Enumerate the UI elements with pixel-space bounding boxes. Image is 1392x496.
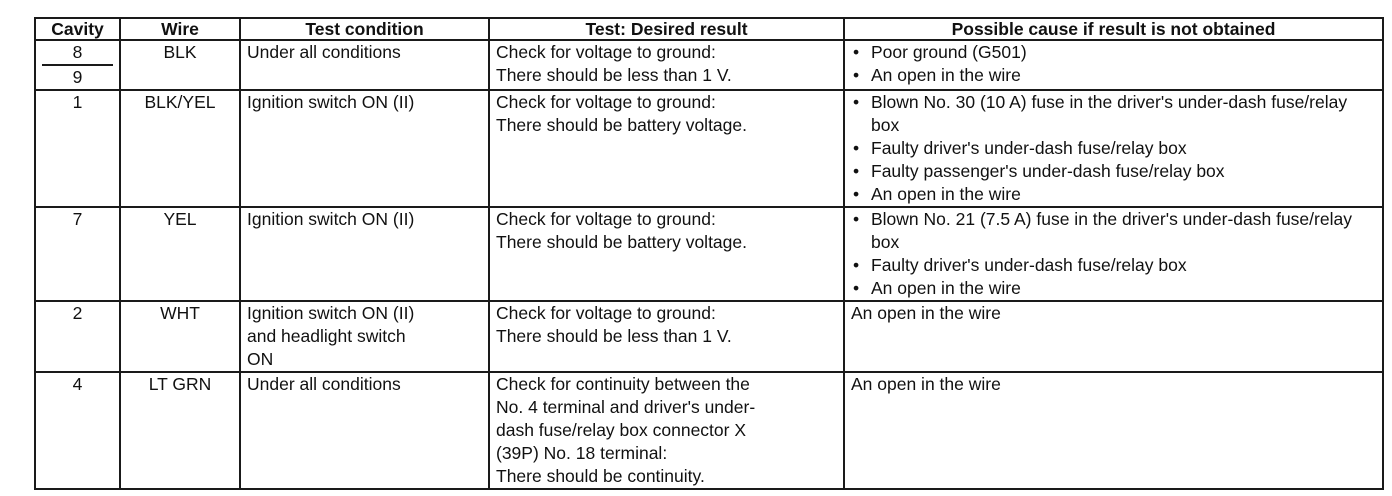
bullet-icon: • <box>853 65 860 85</box>
test-condition-cell <box>240 372 489 489</box>
desired-result-line: There should be less than 1 V. <box>496 326 732 346</box>
test-condition-line: Under all conditions <box>247 42 401 62</box>
possible-cause-cell <box>844 207 1383 301</box>
desired-result-line: No. 4 terminal and driver's under- <box>496 397 756 417</box>
cause-text: An open in the wire <box>871 65 1021 85</box>
cause-list <box>851 208 1376 300</box>
wire-color-cell: YEL <box>120 207 240 301</box>
bullet-icon: • <box>853 161 860 181</box>
header-cavity: Cavity <box>35 18 120 40</box>
test-condition-line: Ignition switch ON (II) <box>247 303 415 323</box>
possible-cause-cell <box>844 40 1383 90</box>
wire-color-cell: BLK <box>120 40 240 90</box>
test-condition-line: Ignition switch ON (II) <box>247 209 415 229</box>
desired-result-line: Check for voltage to ground: <box>496 42 716 62</box>
test-condition-cell <box>240 207 489 301</box>
table-row <box>35 40 1383 90</box>
cause-item <box>851 91 1376 137</box>
desired-result-line: (39P) No. 18 terminal: <box>496 443 668 463</box>
bullet-icon: • <box>853 42 860 62</box>
table-row <box>35 207 1383 301</box>
cavity-cell <box>35 90 120 207</box>
table-body <box>35 40 1383 489</box>
table-row <box>35 90 1383 207</box>
cause-item <box>851 137 1376 160</box>
desired-result-cell <box>489 372 844 489</box>
test-condition-line: ON <box>247 349 274 369</box>
desired-result-line: Check for voltage to ground: <box>496 92 716 112</box>
desired-result-line: Check for continuity between the <box>496 374 750 394</box>
header-desired-result: Test: Desired result <box>489 18 844 40</box>
desired-result-line: There should be less than 1 V. <box>496 65 732 85</box>
header-possible-cause: Possible cause if result is not obtained <box>844 18 1383 40</box>
cause-text: Blown No. 21 (7.5 A) fuse in the driver's under-dash fuse/relay box <box>871 209 1352 252</box>
wire-color-cell: WHT <box>120 301 240 372</box>
test-condition-line: Under all conditions <box>247 374 401 394</box>
cause-text: Faulty passenger's under-dash fuse/relay box <box>871 161 1225 181</box>
test-condition-line: Ignition switch ON (II) <box>247 92 415 112</box>
bullet-icon: • <box>853 278 860 298</box>
desired-result-line: Check for voltage to ground: <box>496 209 716 229</box>
cause-text: Blown No. 30 (10 A) fuse in the driver's under-dash fuse/relay box <box>871 92 1348 135</box>
cavity-number: 2 <box>72 303 83 323</box>
desired-result-cell <box>489 40 844 90</box>
bullet-icon: • <box>853 92 860 112</box>
possible-cause-cell <box>844 90 1383 207</box>
bullet-icon: • <box>853 138 860 158</box>
cause-item <box>851 64 1376 87</box>
cause-list <box>851 91 1376 206</box>
header-test-condition: Test condition <box>240 18 489 40</box>
table-row <box>35 301 1383 372</box>
desired-result-line: Check for voltage to ground: <box>496 303 716 323</box>
cause-list <box>851 41 1376 87</box>
cause-text: An open in the wire <box>851 374 1001 394</box>
cause-item <box>851 277 1376 300</box>
wire-color-cell: LT GRN <box>120 372 240 489</box>
bullet-icon: • <box>853 255 860 275</box>
desired-result-line: There should be battery voltage. <box>496 232 747 252</box>
desired-result-cell <box>489 207 844 301</box>
cavity-cell <box>35 207 120 301</box>
cause-item <box>851 254 1376 277</box>
cavity-cell <box>35 40 120 90</box>
cause-text: An open in the wire <box>871 278 1021 298</box>
cavity-number: 7 <box>72 209 83 229</box>
header-wire: Wire <box>120 18 240 40</box>
possible-cause-cell <box>844 301 1383 372</box>
cause-text: Faulty driver's under-dash fuse/relay box <box>871 138 1187 158</box>
desired-result-line: dash fuse/relay box connector X <box>496 420 747 440</box>
cause-item <box>851 41 1376 64</box>
desired-result-line: There should be continuity. <box>496 466 705 486</box>
desired-result-cell <box>489 90 844 207</box>
wire-color-cell: BLK/YEL <box>120 90 240 207</box>
test-condition-line: and headlight switch <box>247 326 406 346</box>
diagnostic-table <box>34 17 1384 490</box>
cause-item <box>851 160 1376 183</box>
test-condition-cell <box>240 40 489 90</box>
cause-text: Poor ground (G501) <box>871 42 1027 62</box>
bullet-icon: • <box>853 184 860 204</box>
cavity-cell <box>35 301 120 372</box>
test-condition-cell <box>240 90 489 207</box>
cavity-number: 8 <box>42 41 113 66</box>
cause-item <box>851 208 1376 254</box>
possible-cause-cell <box>844 372 1383 489</box>
bullet-icon: • <box>853 209 860 229</box>
cause-item <box>851 183 1376 206</box>
desired-result-line: There should be battery voltage. <box>496 115 747 135</box>
cavity-number: 4 <box>72 374 83 394</box>
cause-text: An open in the wire <box>871 184 1021 204</box>
cause-text: Faulty driver's under-dash fuse/relay box <box>871 255 1187 275</box>
cause-text: An open in the wire <box>851 303 1001 323</box>
header-row <box>35 18 1383 40</box>
desired-result-cell <box>489 301 844 372</box>
table-row <box>35 372 1383 489</box>
cavity-number: 9 <box>72 67 83 87</box>
cavity-cell <box>35 372 120 489</box>
cavity-number: 1 <box>72 92 83 112</box>
test-condition-cell <box>240 301 489 372</box>
